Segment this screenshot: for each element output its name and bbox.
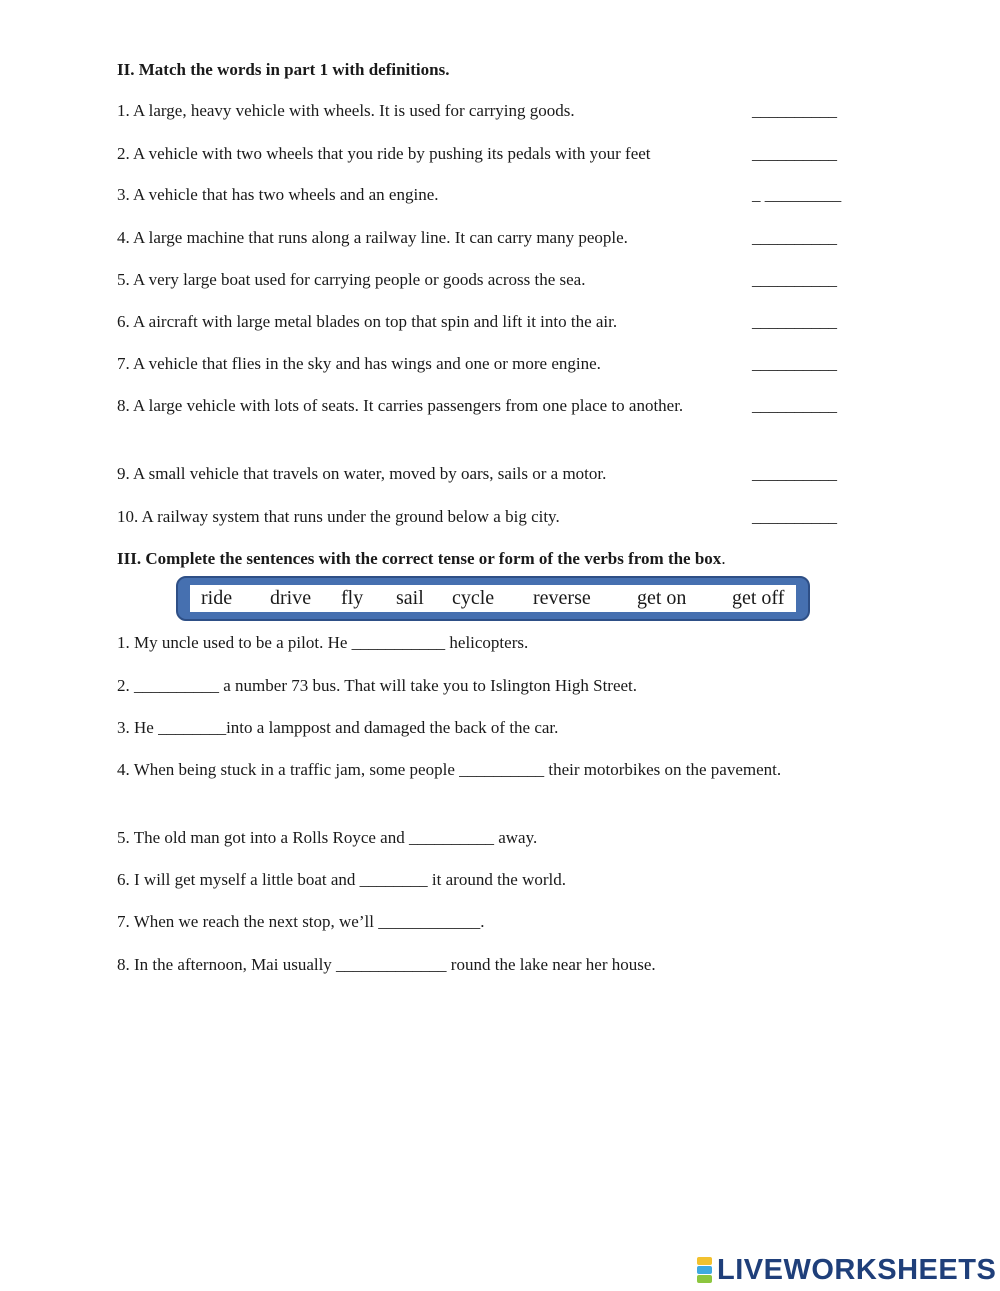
sentence-4[interactable]: 4. When being stuck in a traffic jam, some people __________ their motorbikes on the pavement. xyxy=(117,760,782,779)
verb-reverse: reverse xyxy=(533,587,591,609)
sentence-7[interactable]: 7. When we reach the next stop, we’ll ____________. xyxy=(117,912,485,931)
verb-sail: sail xyxy=(396,587,424,609)
logo-icon-block-2 xyxy=(697,1266,712,1274)
answer-blank-1[interactable]: __________ xyxy=(752,101,837,120)
question-7-text: 7. A vehicle that flies in the sky and has wings and one or more engine. xyxy=(117,354,601,373)
liveworksheets-logo xyxy=(697,1251,996,1289)
verb-get-on: get on xyxy=(637,587,687,609)
answer-blank-8[interactable]: __________ xyxy=(752,396,837,415)
answer-blank-3[interactable]: _ _________ xyxy=(752,185,842,204)
verb-ride: ride xyxy=(201,587,233,609)
verb-fly: fly xyxy=(341,587,364,609)
section-3-heading-period: . xyxy=(721,549,726,568)
sentence-5[interactable]: 5. The old man got into a Rolls Royce and __________ away. xyxy=(117,828,538,847)
answer-blank-7[interactable]: __________ xyxy=(752,354,837,373)
answer-blank-9[interactable]: __________ xyxy=(752,464,837,483)
answer-blank-2[interactable]: __________ xyxy=(752,144,837,163)
question-1-text: 1. A large, heavy vehicle with wheels. It is used for carrying goods. xyxy=(117,101,575,120)
verb-box-inner xyxy=(190,585,796,612)
question-2-text: 2. A vehicle with two wheels that you ride by pushing its pedals with your feet xyxy=(117,144,651,163)
section-3-heading xyxy=(117,549,726,569)
question-10-text: 10. A railway system that runs under the ground below a big city. xyxy=(117,507,560,526)
sentence-3[interactable]: 3. He ________into a lamppost and damaged the back of the car. xyxy=(117,718,559,737)
liveworksheets-logo-icon xyxy=(697,1257,712,1283)
verb-get-off: get off xyxy=(732,587,785,609)
answer-blank-5[interactable]: __________ xyxy=(752,270,837,289)
verb-box xyxy=(176,576,810,621)
logo-text: LIVEWORKSHEETS xyxy=(717,1253,997,1286)
question-9-text: 9. A small vehicle that travels on water, moved by oars, sails or a motor. xyxy=(117,464,607,483)
section-3-heading-text: III. Complete the sentences with the correct tense or form of the verbs from the box xyxy=(117,549,722,568)
sentence-1[interactable]: 1. My uncle used to be a pilot. He ___________ helicopters. xyxy=(117,633,529,652)
section-2-heading: II. Match the words in part 1 with definitions. xyxy=(117,60,450,79)
verb-drive: drive xyxy=(270,587,312,609)
question-6-text: 6. A aircraft with large metal blades on top that spin and lift it into the air. xyxy=(117,312,618,331)
question-4-text: 4. A large machine that runs along a railway line. It can carry many people. xyxy=(117,228,628,247)
logo-icon-block-1 xyxy=(697,1257,712,1265)
answer-blank-4[interactable]: __________ xyxy=(752,228,837,247)
sentence-2[interactable]: 2. __________ a number 73 bus. That will take you to Islington High Street. xyxy=(117,676,638,695)
answer-blank-6[interactable]: __________ xyxy=(752,312,837,331)
question-3-text: 3. A vehicle that has two wheels and an engine. xyxy=(117,185,439,204)
answer-blank-10[interactable]: __________ xyxy=(752,507,837,526)
verb-cycle: cycle xyxy=(452,587,495,609)
question-5-text: 5. A very large boat used for carrying people or goods across the sea. xyxy=(117,270,586,289)
sentence-6[interactable]: 6. I will get myself a little boat and ________ it around the world. xyxy=(117,870,566,889)
sentence-8[interactable]: 8. In the afternoon, Mai usually _____________ round the lake near her house. xyxy=(117,955,656,974)
logo-icon-block-3 xyxy=(697,1275,712,1283)
question-8-text: 8. A large vehicle with lots of seats. It carries passengers from one place to another. xyxy=(117,396,684,415)
